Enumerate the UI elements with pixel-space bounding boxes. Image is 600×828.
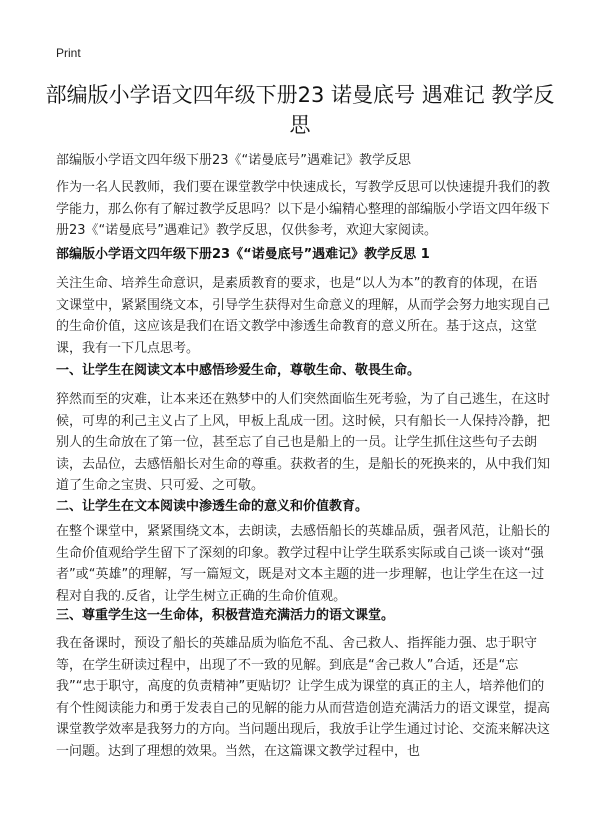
section-title: 部编版小学语文四年级下册23《“诺曼底号”遇难记》教学反思 1 bbox=[56, 247, 430, 262]
point3-heading: 三、尊重学生这一生命体，积极营造充满活力的语文课堂。 bbox=[56, 608, 395, 623]
point2-paragraph: 在整个课堂中，紧紧围绕文本，去朗读，去感悟船长的英雄品质，强者风范，让船长的生命价值观给学生留下了深刻的印象。教学过程中让学生联系实际或自己谈一谈对“强者”或“英雄”的理解，写一篇短文，既是对文本主题的进一步理解，也让学生在这一过程对自我的.反省，让学生树立正确的生命价值观。 bbox=[56, 524, 551, 604]
point2-heading: 二、让学生在文本阅读中渗透生命的意义和价值教育。 bbox=[56, 499, 369, 514]
page-title: 部编版小学语文四年级下册23 诺曼底号 遇难记 教学反思 bbox=[45, 83, 555, 137]
point1-heading: 一、让学生在阅读文本中感悟珍爱生命，尊敬生命、敬畏生命。 bbox=[56, 363, 421, 378]
print-link[interactable]: Print bbox=[56, 46, 81, 60]
point3-paragraph: 我在备课时，预设了船长的英雄品质为临危不乱、舍己救人、指挥能力强、忠于职守等，在学生研读过程中，出现了不一致的见解。到底是“舍己救人”合适，还是“忘我”“忠于职守，高度的负责精神”更贴切？让学生成为课堂的真正的主人，培养他们的有个性阅读能力和勇于发表自己的见解的能力从而营造创造充满活力的语文课堂，提高课堂教学效率是我努力的方向。当问题出现后，我放手让学生通过讨论、交流来解决这一问题。达到了理想的效果。当然，在这篇课文教学过程中，也 bbox=[56, 636, 551, 759]
intro-paragraph: 作为一名人民教师，我们要在课堂教学中快速成长，写教学反思可以快速提升我们的教学能力，那么你有了解过教学反思吗？以下是小编精心整理的部编版小学语文四年级下册23《“诺曼底号”遇难记》教学反思，仅供参考，欢迎大家阅读。 bbox=[56, 180, 551, 238]
subtitle: 部编版小学语文四年级下册23《“诺曼底号”遇难记》教学反思 bbox=[56, 153, 412, 168]
section-intro-paragraph: 关注生命、培养生命意识，是素质教育的要求，也是“以人为本”的教育的体现，在语文课堂中，紧紧围绕文本，引导学生获得对生命意义的理解，从而学会努力地实现自己的生命价值，这应该是我们在语文教学中渗透生命教育的意义所在。基于这点，这堂课，我有一下几点思考。 bbox=[56, 276, 551, 356]
point1-paragraph: 猝然而至的灾难，让本来还在熟梦中的人们突然面临生死考验，为了自己逃生，在这时候，可卑的利己主义占了上风，甲板上乱成一团。这时候，只有船长一人保持冷静，把别人的生命放在了第一位，甚至忘了自己也是船上的一员。让学生抓住这些句子去朗读，去品位，去感悟船长对生命的尊重。获救者的生，是船长的死换来的，从中我们知道了生命之宝贵、只可爱、之可敬。 bbox=[56, 392, 551, 493]
